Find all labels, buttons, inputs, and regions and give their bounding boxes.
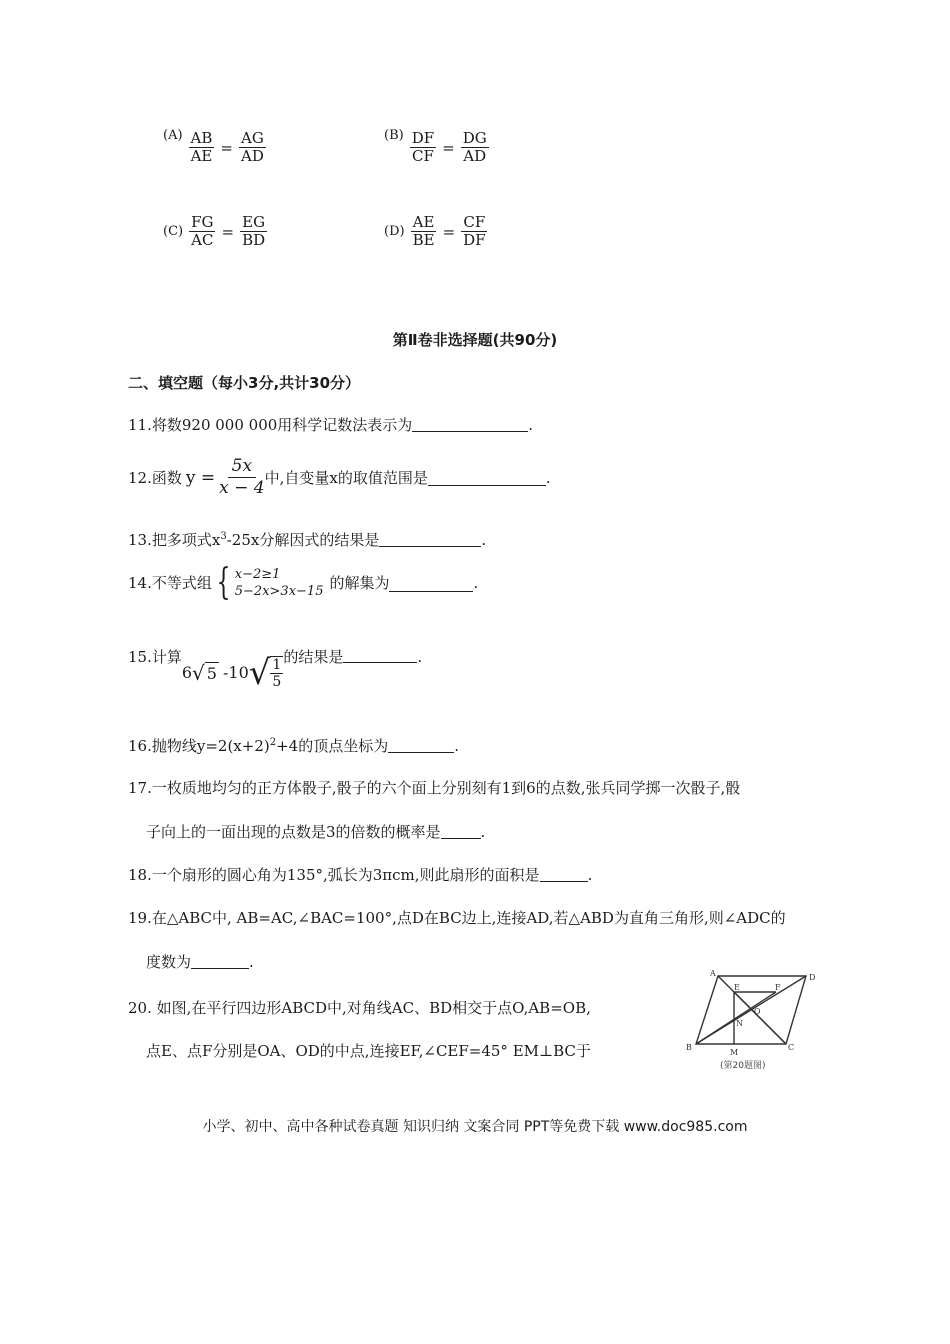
point-label-f: F — [775, 983, 781, 992]
brace-icon: { — [216, 562, 231, 603]
footer-text: 小学、初中、高中各种试卷真题 知识归纳 文案合同 PPT等免费下载 www.doc985.com — [202, 1119, 748, 1135]
question-19: 19.在△ABC中, AB=AC,∠BAC=100°,点D在BC边上,连接AD,若△ABD为直角三角形,则∠ADC的 — [128, 909, 786, 927]
point-label-m: M — [730, 1048, 739, 1057]
option-a: (A) $\frac{AB}{AE}$ = $\frac{AG}{AD}$ — [163, 128, 264, 166]
point-label-c: C — [788, 1043, 795, 1052]
answer-blank[interactable] — [379, 530, 481, 547]
question-18: 18.一个扇形的圆心角为135°,弧长为3πcm,则此扇形的面积是 . — [128, 866, 593, 884]
question-17: 17.一枚质地均匀的正方体骰子,骰子的六个面上分别刻有1到6的点数,张兵同学掷一次骰子,骰 — [128, 779, 741, 797]
option-label: (A) — [163, 128, 183, 144]
fraction: $\frac{AG}{AD}$ — [240, 129, 264, 166]
option-c: (C) $\frac{FG}{AC}$ = $\frac{EG}{BD}$ — [163, 213, 266, 250]
answer-blank[interactable] — [428, 469, 546, 486]
answer-blank[interactable] — [540, 865, 588, 882]
answer-blank[interactable] — [388, 736, 454, 753]
answer-blank[interactable] — [191, 952, 249, 969]
fraction: $\frac{EG}{BD}$ — [242, 213, 266, 250]
answer-blank[interactable] — [441, 822, 481, 839]
option-label: (D) — [384, 224, 405, 240]
fraction: $\frac{AB}{AE}$ — [190, 129, 213, 166]
question-17-line2: 子向上的一面出现的点数是3的倍数的概率是 . — [146, 823, 486, 841]
question-20: 20. 如图,在平行四边形ABCD中,对角线AC、BD相交于点O,AB=OB, — [128, 999, 591, 1017]
fraction: $\frac{AE}{BE}$ — [412, 213, 435, 250]
question-11: 11.将数920 000 000用科学记数法表示为 . — [128, 416, 534, 434]
sqrt-icon: √ — [248, 653, 271, 694]
answer-blank[interactable] — [389, 575, 473, 592]
inequality-system: x−2≥1 5−2x>3x−15 — [234, 567, 324, 599]
figure-caption: (第20题图) — [720, 1061, 766, 1071]
point-label-e: E — [734, 983, 740, 992]
fraction: $\frac{DG}{AD}$ — [462, 129, 487, 166]
question-15: 15.计算 6 √ 5 -10 √ $\frac{1}{5}$ 的结果是 . — [128, 648, 423, 694]
part-title: 二、填空题（每小3分,共计30分） — [128, 374, 361, 392]
fraction: $\frac{DF}{CF}$ — [411, 129, 435, 166]
option-b: (B) $\frac{DF}{CF}$ = $\frac{DG}{AD}$ — [384, 128, 487, 166]
sqrt-icon: √ — [192, 661, 205, 686]
expression: 6 √ 5 -10 √ $\frac{1}{5}$ — [181, 653, 282, 694]
question-16: 16.抛物线$y=2(x+2)^2+4$的顶点坐标为 . — [128, 737, 459, 755]
question-20-line2: 点E、点F分别是OA、OD的中点,连接EF,∠CEF=45° EM⊥BC于 — [146, 1042, 591, 1060]
question-19-line2: 度数为 . — [146, 953, 254, 971]
figure-lines — [696, 976, 806, 1044]
fraction: $\frac{5x}{x - 4}$ — [219, 456, 265, 499]
point-label-d: D — [809, 973, 816, 982]
section-title: 第Ⅱ卷非选择题(共90分) — [392, 331, 558, 349]
fraction: $\frac{FG}{AC}$ — [191, 213, 214, 250]
question-12: 12.函数 y = $\frac{5x}{x - 4}$ 中,自变量x的取值范围是 . — [128, 456, 551, 499]
point-label-a: A — [710, 969, 716, 978]
answer-blank[interactable] — [412, 415, 528, 432]
point-label-o: O — [754, 1007, 761, 1016]
parallelogram-figure — [672, 966, 832, 1076]
fraction: $\frac{1}{5}$ — [272, 657, 282, 691]
option-d: (D) $\frac{AE}{BE}$ = $\frac{CF}{DF}$ — [384, 213, 486, 250]
fraction: $\frac{CF}{DF}$ — [463, 213, 486, 250]
point-label-b: B — [686, 1043, 692, 1052]
option-label: (C) — [163, 224, 184, 240]
question-13: 13.把多项式$x^3-25x$分解因式的结果是 . — [128, 531, 487, 549]
option-label: (B) — [384, 128, 404, 144]
answer-blank[interactable] — [343, 646, 417, 663]
point-label-n: N — [736, 1019, 743, 1028]
question-14: 14.不等式组 { x−2≥1 5−2x>3x−15 的解集为 . — [128, 562, 479, 603]
